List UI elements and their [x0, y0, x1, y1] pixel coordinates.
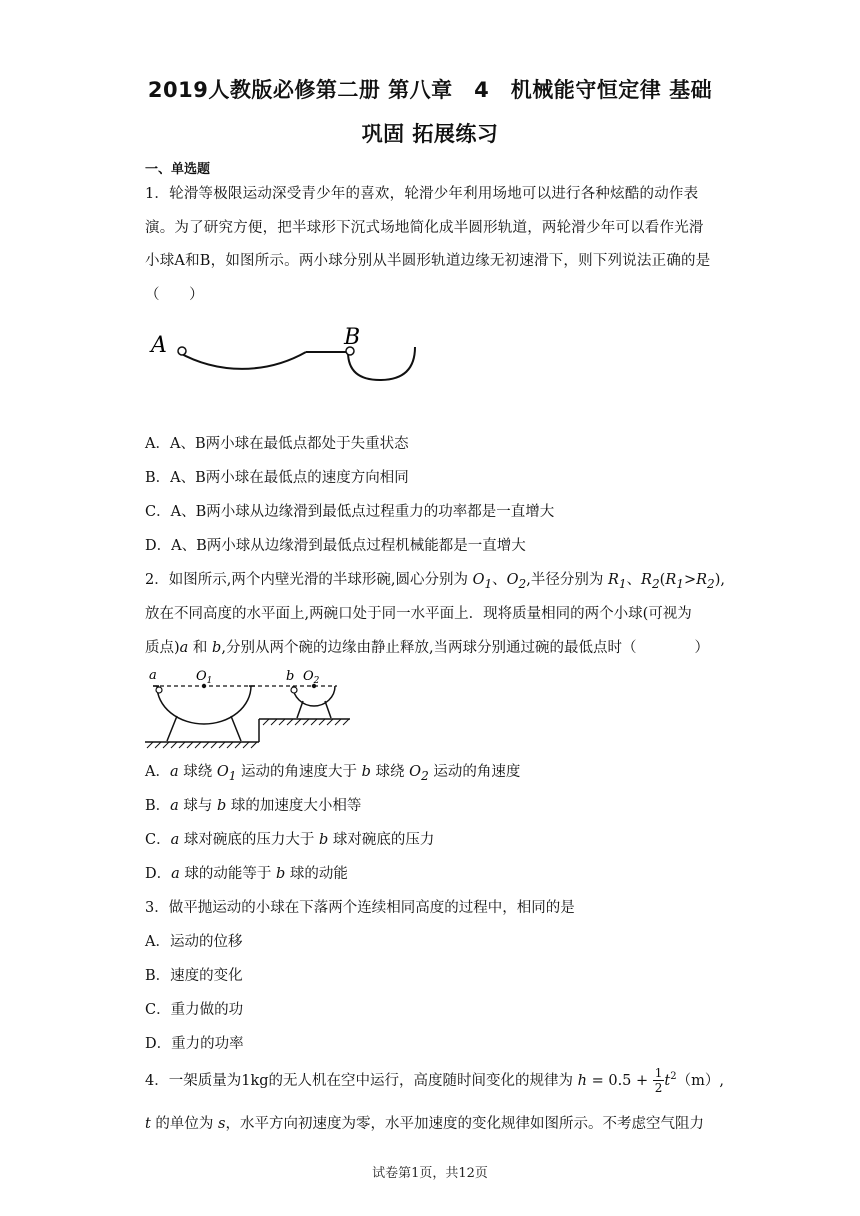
question-1-figure: [145, 322, 435, 422]
small-bowl: [293, 686, 335, 706]
ball-b-icon: [291, 687, 297, 693]
question-2-figure: [145, 666, 355, 750]
large-half-circle-track: [178, 352, 306, 369]
question-2-option-b: B．a 球与 b 球的加速度大小相等: [145, 798, 362, 814]
figure-label-o2: $O_2$: [303, 669, 320, 686]
figure-label-o1: $O_1$: [196, 669, 213, 686]
question-1-stem: 1．轮滑等极限运动深受青少年的喜欢，轮滑少年利用场地可以进行各种炫酷的动作表演。为了研究方便，把半球形下沉式场地简化成半圆形轨道，两轮滑少年可以看作光滑小球A和B，如图所示。两小球分别从半圆形轨道边缘无初速滑下，则下列说法正确的是（ ）: [145, 186, 711, 303]
question-3-option-b: B．速度的变化: [145, 968, 243, 984]
question-4-stem-line2: t 的单位为 s，水平方向初速度为零，水平加速度的变化规律如图所示。不考虑空气阻力: [145, 1116, 704, 1132]
small-half-circle-track: [348, 347, 415, 380]
question-2-option-a: A．a 球绕 $O_1$ 运动的角速度大于 b 球绕 $O_2$ 运动的角速度: [145, 764, 521, 783]
question-3-option-d: D．重力的功率: [145, 1036, 244, 1052]
ball-a-icon: [178, 347, 186, 355]
question-3-option-c: C．重力做的功: [145, 1002, 244, 1018]
fraction-one-half: $\frac{1}{2}$: [654, 1066, 663, 1096]
figure-label-b: b: [286, 669, 295, 684]
ball-a-icon: [156, 687, 162, 693]
page-title-line2: 巩固 拓展练习: [361, 122, 499, 146]
question-4-stem-line1: 4．一架质量为1kg的无人机在空中运行，高度随时间变化的规律为 h = 0.5 + $\frac{1}{2}$ $t^2(m)$,: [145, 1066, 724, 1096]
question-1-option-c: C．A、B两小球从边缘滑到最低点过程重力的功率都是一直增大: [145, 504, 555, 520]
question-1-option-d: D．A、B两小球从边缘滑到最低点过程机械能都是一直增大: [145, 538, 526, 554]
figure-label-b: B: [344, 325, 361, 350]
section-heading: 一、单选题: [145, 162, 211, 177]
page-footer: 试卷第1页，共12页: [372, 1166, 488, 1181]
question-3-option-a: A．运动的位移: [145, 934, 243, 950]
center-o1-icon: [202, 684, 206, 688]
question-3-stem: 3．做平抛运动的小球在下落两个连续相同高度的过程中，相同的是: [145, 900, 575, 916]
question-2-option-c: C．a 球对碗底的压力大于 b 球对碗底的压力: [145, 832, 435, 848]
question-2-stem-line2: 放在不同高度的水平面上,两碗口处于同一水平面上．现将质量相同的两个小球(可视为: [145, 606, 692, 622]
question-1-option-a: A．A、B两小球在最低点都处于失重状态: [145, 436, 409, 452]
figure-label-a: a: [149, 668, 157, 683]
question-2-stem-line3: 质点)a 和 b,分别从两个碗的边缘由静止释放,当两球分别通过碗的最低点时（ ）: [145, 640, 710, 656]
question-2-option-d: D．a 球的动能等于 b 球的动能: [145, 866, 348, 882]
big-bowl: [157, 686, 251, 724]
figure-label-a: A: [151, 333, 167, 358]
question-2-stem-line1: 2．如图所示,两个内壁光滑的半球形碗,圆心分别为 $O_1$、$O_2$,半径分别为 $R_1$、$R_2(R_1>R_2)$,: [145, 572, 725, 591]
page-title-line1: 2019人教版必修第二册 第八章 4 机械能守恒定律 基础: [147, 78, 713, 102]
question-1-option-b: B．A、B两小球在最低点的速度方向相同: [145, 470, 409, 486]
